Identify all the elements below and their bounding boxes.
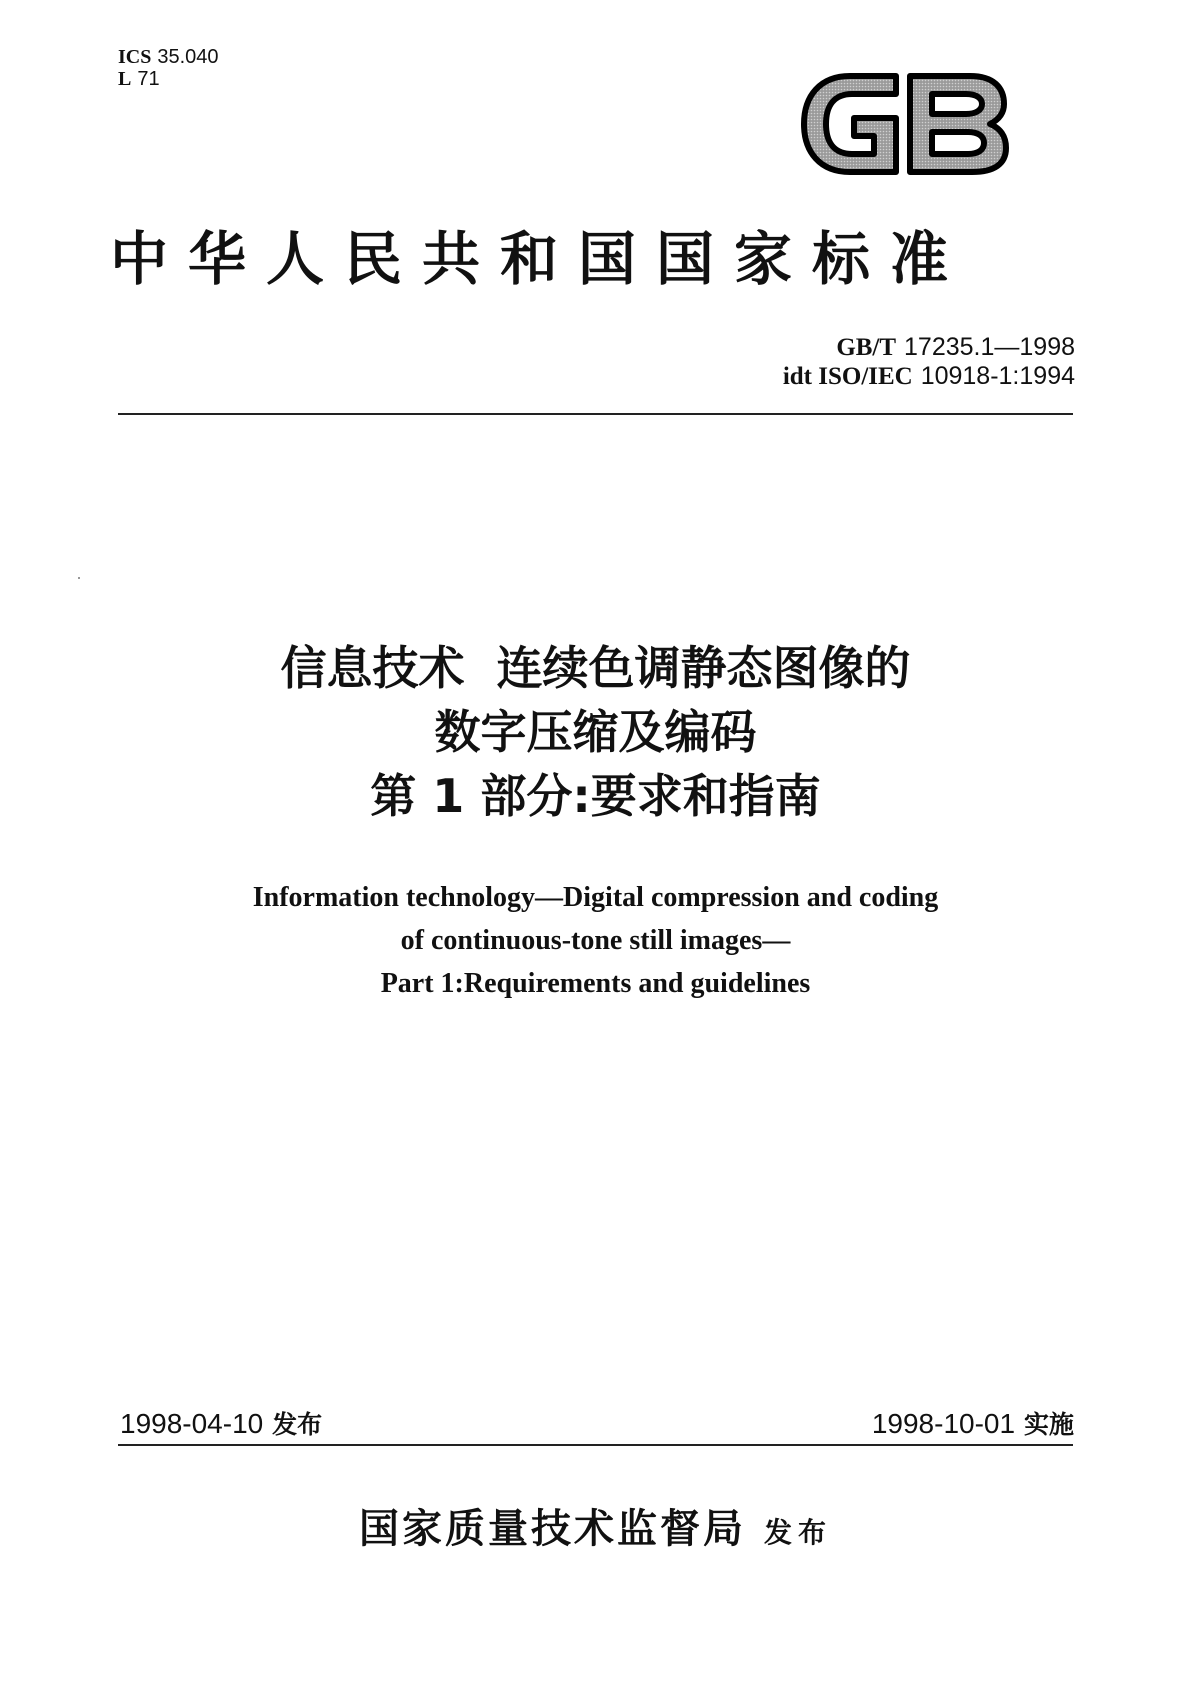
english-title-line-3: Part 1:Requirements and guidelines — [380, 968, 811, 999]
issue-label: 发布 — [272, 1410, 323, 1439]
ics-label: ICS — [118, 46, 152, 68]
issue-date: 1998-04-10 — [120, 1408, 264, 1439]
scan-speck — [78, 577, 80, 579]
idt-standard-number — [783, 362, 1075, 391]
effective-date: 1998-10-01 — [871, 1408, 1016, 1439]
top-divider — [118, 413, 1073, 415]
national-standard-heading: 中华人民共和国国家标准 — [110, 225, 969, 293]
bottom-divider — [118, 1444, 1073, 1446]
ics-value: 35.040 — [157, 46, 219, 68]
gb-label: GB/T — [836, 334, 897, 361]
issuer-suffix: 发布 — [763, 1516, 832, 1549]
ics-code — [118, 46, 219, 68]
chinese-title-line-2: 数字压缩及编码 — [434, 705, 757, 759]
effective-date-block — [872, 1405, 1074, 1441]
effective-label: 实施 — [1023, 1410, 1074, 1439]
ccs-value: 71 — [137, 68, 160, 90]
standard-numbers — [783, 333, 1075, 391]
issuer-name: 国家质量技术监督局 — [358, 1505, 746, 1552]
idt-number: 10918-1:1994 — [920, 362, 1075, 390]
issue-date-block — [120, 1405, 322, 1441]
english-title-line-2: of continuous-tone still images— — [400, 925, 791, 956]
chinese-title — [0, 636, 1191, 828]
classification-codes — [118, 46, 219, 90]
gb-logo-icon — [798, 70, 1010, 178]
idt-label: idt ISO/IEC — [782, 363, 913, 390]
gb-standard-number — [783, 333, 1075, 362]
gb-number: 17235.1—1998 — [904, 333, 1075, 361]
ccs-label: L — [118, 68, 132, 90]
chinese-title-line-3: 第 1 部分:要求和指南 — [370, 769, 821, 823]
english-title-line-1: Information technology—Digital compression and coding — [252, 882, 939, 913]
issuing-authority — [0, 1497, 1191, 1554]
ccs-code — [118, 68, 219, 90]
chinese-title-line-1: 信息技术 连续色调静态图像的 — [280, 641, 911, 695]
english-title — [0, 876, 1191, 1005]
